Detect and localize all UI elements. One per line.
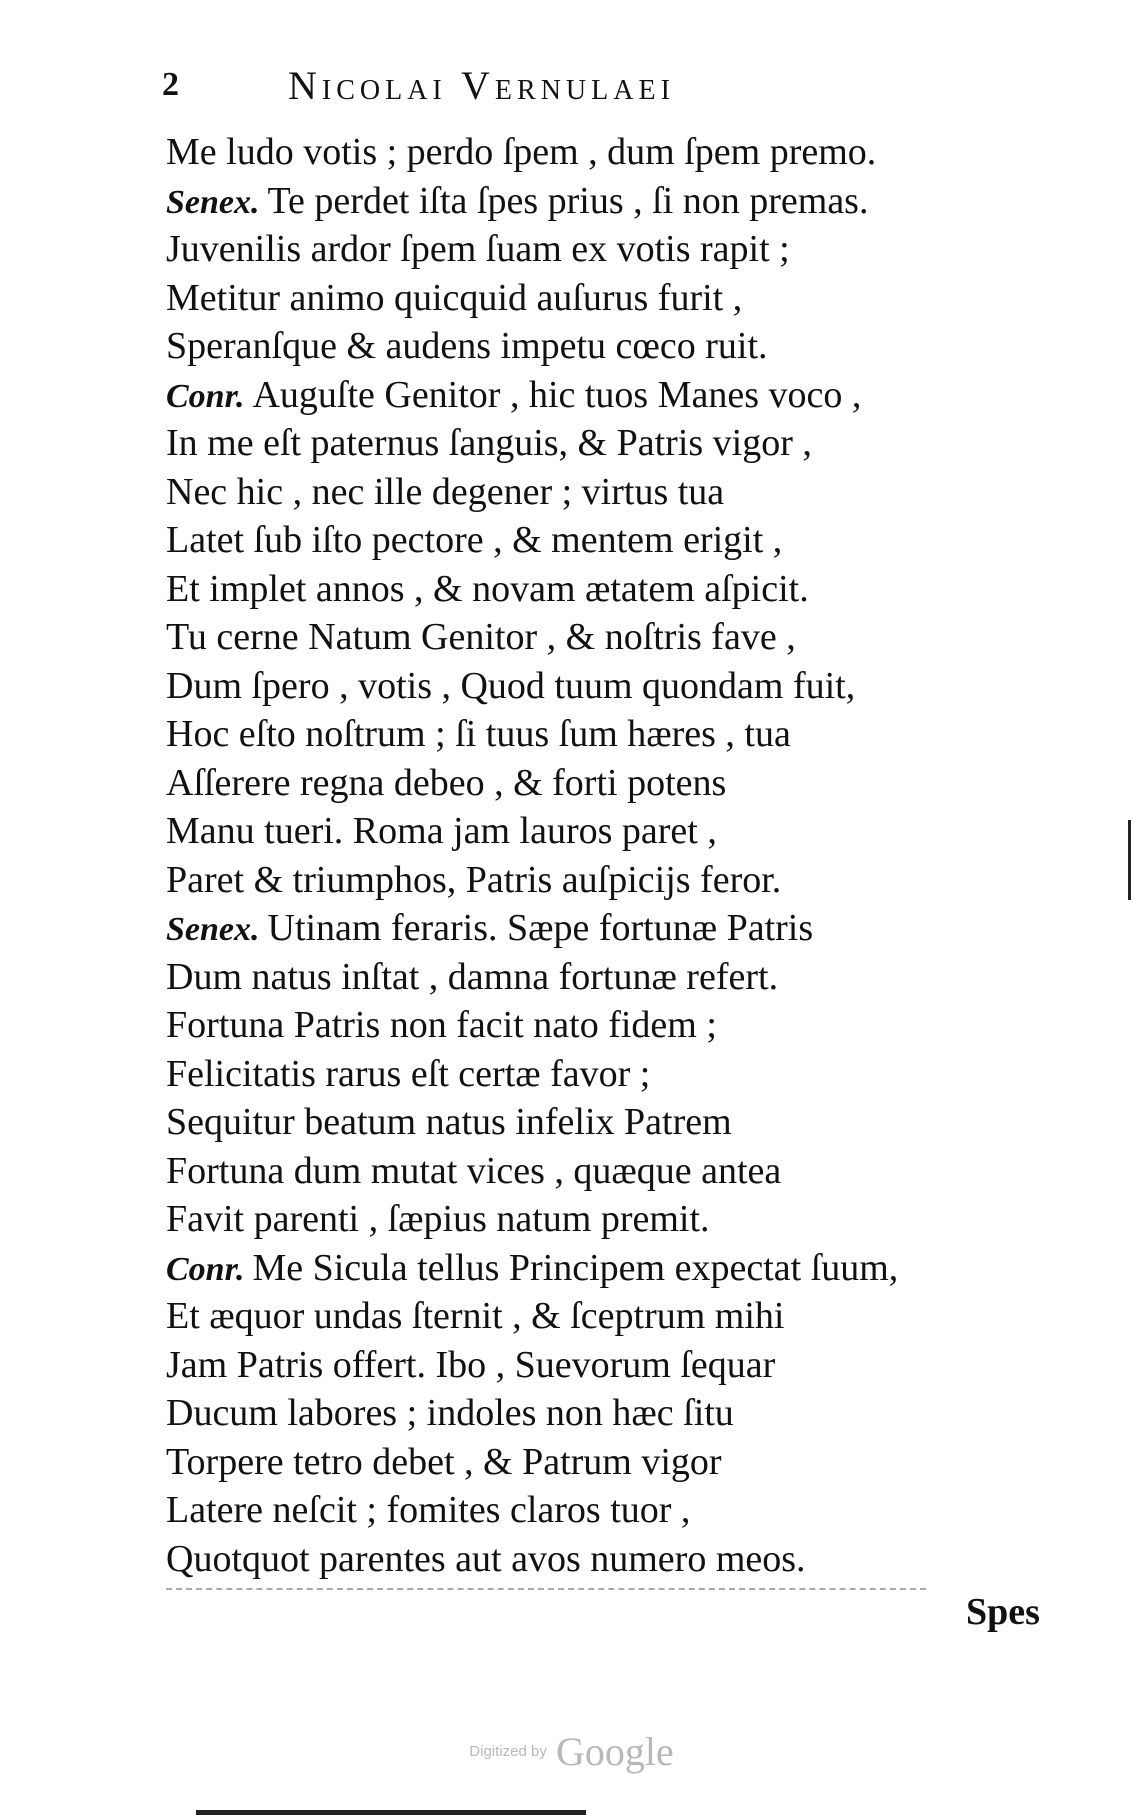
verse-text: Dum natus inſtat , damna fortunæ refert. xyxy=(166,955,779,998)
speaker-label: Conr. xyxy=(166,377,245,415)
verse-line xyxy=(166,710,1046,759)
verse-line xyxy=(166,565,1046,614)
verse-text: Et æquor undas ſternit , & ſceptrum mihi xyxy=(166,1295,785,1337)
watermark-brand: Google xyxy=(555,1729,674,1774)
verse-text: Me ludo votis ; perdo ſpem , dum ſpem premo. xyxy=(166,131,877,173)
verse-line xyxy=(166,1244,1046,1293)
catchword: Spes xyxy=(966,1591,1040,1633)
verse-line xyxy=(166,1535,1046,1584)
verse-line xyxy=(166,371,1046,420)
verse-text: Nec hic , nec ille degener ; virtus tua xyxy=(166,470,725,513)
speaker-label: Senex. xyxy=(166,911,260,948)
running-head: Nicolai Vernulaei xyxy=(288,63,675,108)
verse-text: Juvenilis ardor ſpem ſuam ex votis rapit ; xyxy=(166,228,790,270)
verse-text: Manu tueri. Roma jam lauros paret , xyxy=(166,810,717,852)
page-number: 2 xyxy=(162,66,179,103)
verse-text: Tu cerne Natum Genitor , & noſtris fave , xyxy=(166,616,796,658)
verse-line xyxy=(166,1195,1046,1244)
verse-line xyxy=(166,1050,1046,1099)
binding-edge-mark xyxy=(1128,820,1131,900)
verse-line xyxy=(166,904,1046,953)
verse-text: Auguſte Genitor , hic tuos Manes voco , xyxy=(252,373,862,416)
verse-line xyxy=(166,128,1046,177)
verse-text: Speranſque & audens impetu cœco ruit. xyxy=(166,325,768,367)
verse-line xyxy=(166,759,1046,808)
verse-line xyxy=(166,807,1046,856)
digitization-watermark xyxy=(0,1728,1143,1775)
verse-text: Hoc eſto noſtrum ; ſi tuus ſum hæres , tua xyxy=(166,713,791,755)
speaker-label: Senex. xyxy=(166,183,260,221)
verse-text: Felicitatis rarus eſt certæ favor ; xyxy=(166,1052,651,1095)
verse-text: Latet ſub iſto pectore , & mentem erigit , xyxy=(166,519,783,561)
verse-line xyxy=(166,1438,1046,1487)
dashed-rule xyxy=(166,1588,926,1590)
verse-text: Jam Patris offert. Ibo , Suevorum ſequar xyxy=(166,1343,776,1386)
verse-line xyxy=(166,856,1046,905)
verse-block xyxy=(166,128,1046,1583)
verse-line xyxy=(166,177,1046,226)
verse-line xyxy=(166,1147,1046,1196)
verse-line xyxy=(166,516,1046,565)
verse-text: Latere neſcit ; fomites claros tuor , xyxy=(166,1489,691,1531)
verse-text: Quotquot parentes aut avos numero meos. xyxy=(166,1537,806,1580)
verse-line xyxy=(166,225,1046,274)
verse-text: Fortuna dum mutat vices , quæque antea xyxy=(166,1149,782,1192)
verse-line xyxy=(166,419,1046,468)
verse-text: Fortuna Patris non facit nato fidem ; xyxy=(166,1004,717,1046)
verse-text: Ducum labores ; indoles non hæc ſitu xyxy=(166,1392,734,1434)
verse-text: Aſſerere regna debeo , & forti potens xyxy=(166,761,727,804)
verse-text: Favit parenti , ſæpius natum premit. xyxy=(166,1198,710,1240)
verse-line xyxy=(166,1341,1046,1390)
bottom-scan-edge xyxy=(196,1810,586,1815)
speaker-label: Conr. xyxy=(166,1250,245,1288)
verse-text: Te perdet iſta ſpes prius , ſi non premas. xyxy=(267,179,869,222)
verse-text: Metitur animo quicquid auſurus furit , xyxy=(166,276,743,319)
verse-text: Dum ſpero , votis , Quod tuum quondam fuit, xyxy=(166,664,856,707)
verse-line xyxy=(166,1292,1046,1341)
verse-line xyxy=(166,274,1046,323)
verse-text: Utinam feraris. Sæpe fortunæ Patris xyxy=(267,907,814,949)
watermark-prefix: Digitized by xyxy=(469,1743,547,1760)
verse-line xyxy=(166,468,1046,517)
verse-line xyxy=(166,662,1046,711)
verse-text: Me Sicula tellus Principem expectat ſuum, xyxy=(252,1246,899,1289)
verse-text: In me eſt paternus ſanguis, & Patris vigor , xyxy=(166,422,812,464)
verse-line xyxy=(166,1486,1046,1535)
page-header xyxy=(160,58,920,118)
verse-line xyxy=(166,1001,1046,1050)
verse-line xyxy=(166,953,1046,1002)
verse-line xyxy=(166,322,1046,371)
verse-text: Torpere tetro debet , & Patrum vigor xyxy=(166,1440,722,1483)
verse-line xyxy=(166,1098,1046,1147)
verse-text: Et implet annos , & novam ætatem aſpicit. xyxy=(166,567,809,610)
verse-text: Paret & triumphos, Patris auſpicijs feror. xyxy=(166,858,782,901)
verse-text: Sequitur beatum natus infelix Patrem xyxy=(166,1101,732,1143)
verse-line xyxy=(166,613,1046,662)
verse-line xyxy=(166,1389,1046,1438)
